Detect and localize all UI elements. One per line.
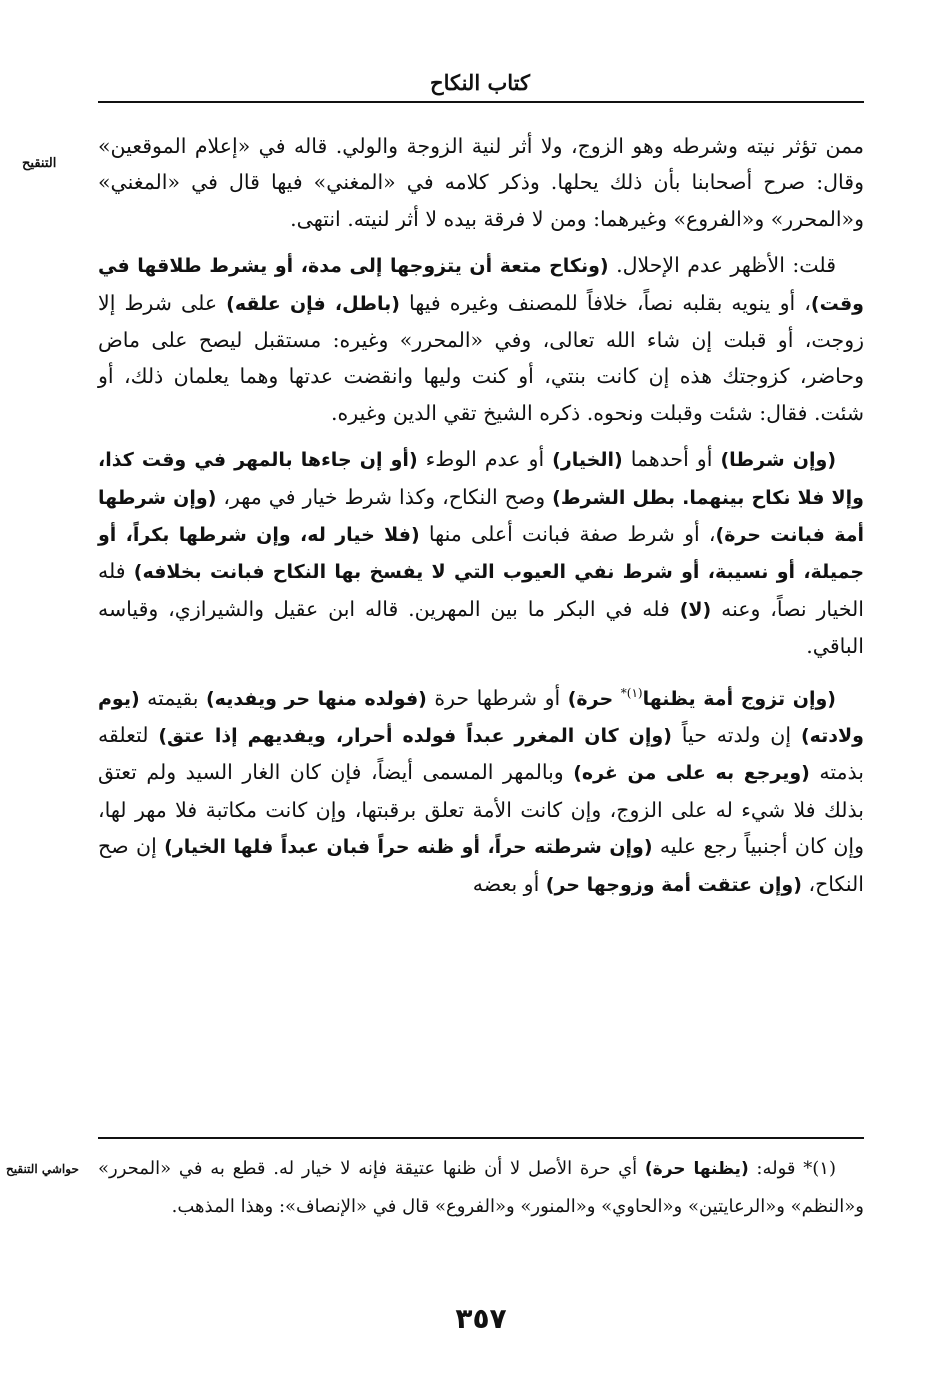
sharh-text: أو أحدهما xyxy=(622,447,721,472)
sharh-text: وبالمهر المسمى أيضاً، فإن كان الغار السيد ولم تعتق بذلك فلا شيء له على الزوج، وإن كانت الأمة تعلق برقبتها، وإن كانت مكاتبة فلا مهر لها، وإن كان أجنبياً رجع عليه xyxy=(98,760,864,859)
footnote-paragraph xyxy=(98,1150,864,1226)
footnote-block xyxy=(98,1150,864,1226)
matn-text: (الخيار) xyxy=(552,449,623,472)
sharh-text: أي حرة الأصل لا أن ظنها عتيقة فإنه لا خيار له. قطع به في «المحرر» و«النظم» و«الرعايتين» و«الحاوي» و«المنور» و«الفروع» قال في «الإنصاف»: وهذا المذهب. xyxy=(98,1158,864,1217)
header-divider xyxy=(98,101,864,103)
matn-text: (يوم ولادته) xyxy=(98,687,864,747)
matn-text: (وإن شرطته حراً، أو ظنه حراً فبان عبداً فلها الخيار) xyxy=(164,836,653,859)
main-body-text xyxy=(98,128,864,913)
matn-text: (ونكاح متعة أن يتزوجها إلى مدة، أو يشرط طلاقها في وقت) xyxy=(98,255,864,315)
margin-label-hawashi: حواشي التنقيح xyxy=(6,1162,79,1176)
sharh-text: قلت: الأظهر عدم الإحلال. xyxy=(608,253,836,278)
footnote-marker: (١)* xyxy=(620,685,643,700)
matn-text: (وإن عتقت أمة وزوجها حر) xyxy=(545,873,802,896)
sharh-text: أو شرطها حرة xyxy=(426,685,568,710)
matn-text: (أو إن جاءها بالمهر في وقت كذا، وإلا فلا نكاح بينهما. بطل الشرط) xyxy=(98,449,864,509)
sharh-text: ، أو ينويه بقلبه نصاً، خلافاً للمصنف وغيره فيها xyxy=(399,290,811,315)
sharh-text: أو عدم الوطء xyxy=(417,447,553,472)
margin-label-tanqih: التنقيح xyxy=(22,156,57,171)
sharh-text: فله في البكر ما بين المهرين. قاله ابن عقيل والشيرازي، وقياسه الباقي. xyxy=(98,596,864,659)
page-number: ٣٥٧ xyxy=(455,1302,507,1335)
sharh-text: (١)* قوله: xyxy=(748,1158,836,1179)
sharh-text: إن صح النكاح، xyxy=(98,834,864,896)
sharh-text: بقيمته xyxy=(139,685,206,710)
sharh-text: وصح النكاح، وكذا شرط خيار في مهر، xyxy=(216,484,553,509)
sharh-text: إن ولدته حياً xyxy=(671,722,801,747)
matn-text: (فلا خيار له، وإن شرطها بكراً، أو جميلة، أو نسيبة، أو شرط نفي العيوب التي لا يفسخ بها النكاح فبانت بخلافه) xyxy=(98,524,865,584)
body-paragraph xyxy=(98,247,864,431)
matn-text: (وإن تزوج أمة يظنها xyxy=(642,687,836,710)
matn-text: (ويرجع به على من غره) xyxy=(573,762,810,785)
body-paragraph xyxy=(98,675,864,903)
footnote-divider xyxy=(98,1137,864,1139)
sharh-text: أو بعضه xyxy=(472,871,546,896)
matn-text: (وإن شرطها أمة فبانت حرة) xyxy=(98,486,865,547)
sharh-text: ممن تؤثر نيته وشرطه وهو الزوج، ولا أثر لنية الزوجة والولي. قاله في «إعلام الموقعين» وقال: صرح أصحابنا بأن ذلك يحلها. وذكر كلامه في «المغني» فيها قال في «المغني» و«المحرر» و«الفروع» وغيرهما: ومن لا فرقة بيده لا أثر لنيته. انتهى. xyxy=(98,134,864,231)
body-paragraph xyxy=(98,128,864,237)
body-paragraph xyxy=(98,441,864,664)
sharh-text: فله الخيار نصاً، وعنه xyxy=(98,559,864,621)
page-header-title: كتاب النكاح xyxy=(430,70,530,95)
matn-text: (فولده منها حر ويفديه) xyxy=(205,687,427,710)
sharh-text: ، أو شرط صفة فبانت أعلى منها xyxy=(419,522,716,547)
matn-text: (يظنها حرة) xyxy=(644,1159,749,1179)
sharh-text: على شرط إلا زوجت، أو قبلت إن شاء الله تعالى، وفي «المحرر» وغيره: مستقبل ليصح على ماض وحاضر، كزوجتك هذه إن كانت بنتي، أو كنت وليها وانقضت عدتها وهما يعلمان ذلك، أو شئت. فقال: شئت وقبلت ونحوه. ذكره الشيخ تقي الدين وغيره. xyxy=(98,290,864,425)
sharh-text: لتعلقه بذمته xyxy=(98,722,864,785)
matn-text: (وإن كان المغرر عبداً فولده أحرار، ويفديهم إذا عتق) xyxy=(158,724,672,747)
matn-text: (باطل، فإن علقه) xyxy=(226,292,400,315)
matn-text: حرة) xyxy=(567,687,621,710)
matn-text: (وإن شرطا) xyxy=(720,449,837,472)
matn-text: (لا) xyxy=(679,598,712,621)
